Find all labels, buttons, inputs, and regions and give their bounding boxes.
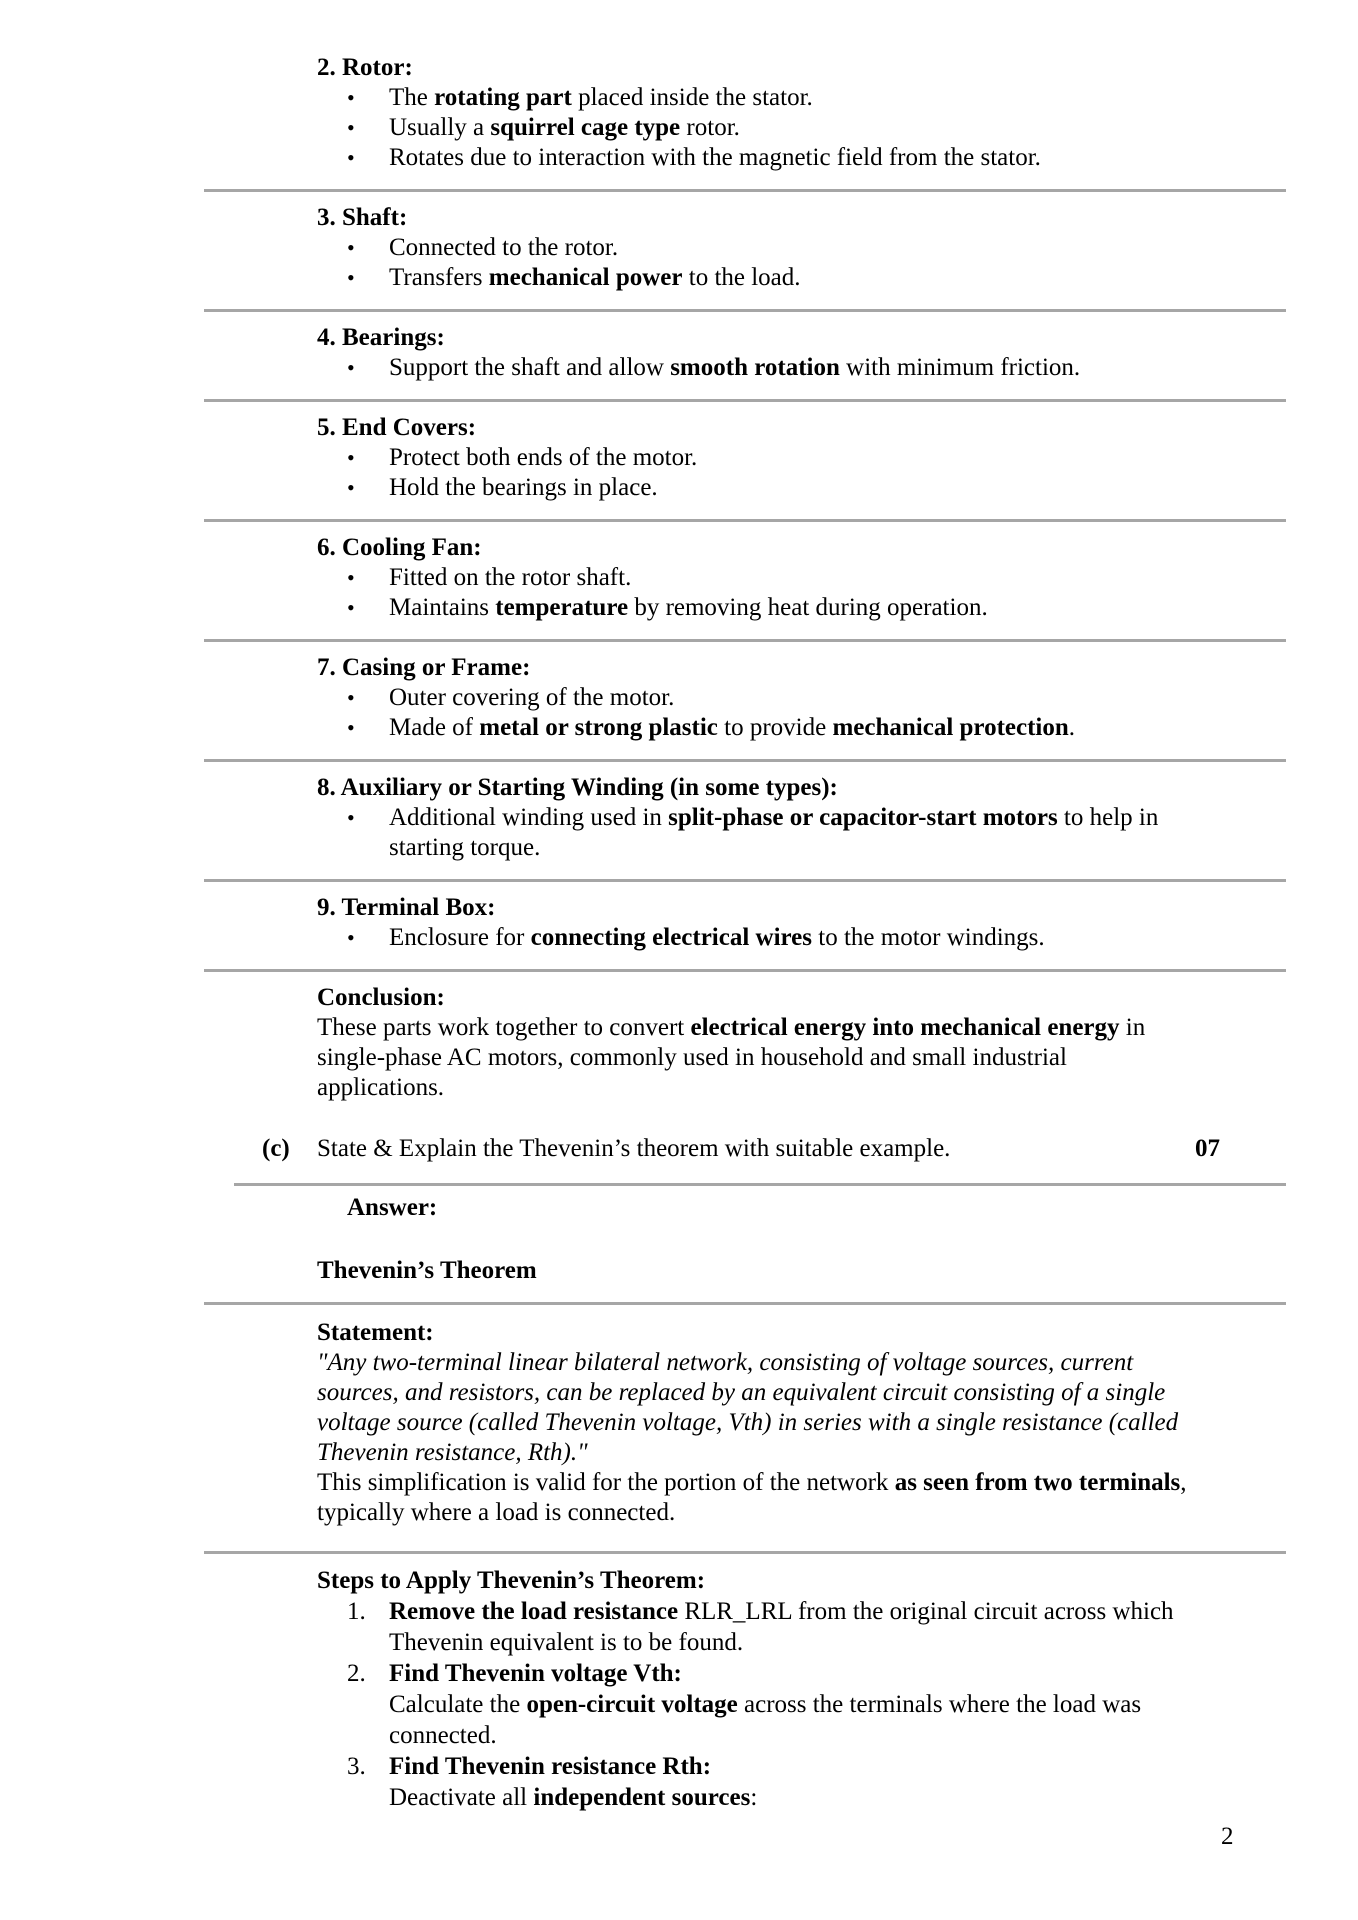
part-section xyxy=(317,323,1257,383)
text: , typically where a load is connected. xyxy=(317,1469,1187,1526)
divider xyxy=(204,1551,1286,1554)
bullet-item xyxy=(317,83,1257,113)
text: rotor. xyxy=(680,114,740,141)
text: Hold the bearings in place. xyxy=(389,474,658,501)
divider xyxy=(234,1183,1286,1186)
part-title: 2. Rotor: xyxy=(317,54,413,81)
text: Connected to the rotor. xyxy=(389,234,619,261)
part-section xyxy=(317,893,1257,953)
statement-note xyxy=(317,1468,1197,1528)
text: Enclosure for xyxy=(389,924,531,951)
bold-text: Remove the load resistance xyxy=(389,1598,679,1625)
divider xyxy=(204,309,1286,312)
page-number: 2 xyxy=(1221,1823,1234,1850)
text: Usually a xyxy=(389,114,491,141)
part-bullets xyxy=(317,443,1257,503)
bold-text: mechanical power xyxy=(488,264,683,291)
step-number: 1. xyxy=(347,1598,366,1625)
text: across the terminals where the load was connected. xyxy=(389,1691,1142,1749)
part-section xyxy=(317,533,1257,623)
bold-text: Find Thevenin resistance Rth: xyxy=(389,1753,712,1780)
text: . xyxy=(1068,714,1076,741)
bold-text: as seen from two terminals xyxy=(894,1469,1181,1496)
text: Outer covering of the motor. xyxy=(389,684,675,711)
part-bullets xyxy=(317,233,1257,293)
bullet-item xyxy=(317,803,1217,863)
question-marks: 07 xyxy=(1195,1135,1220,1162)
bold-text: smooth rotation xyxy=(670,354,840,381)
bullet-item xyxy=(317,683,1257,713)
text: Calculate the xyxy=(389,1691,527,1718)
text: These parts work together to convert xyxy=(317,1014,691,1041)
text: This simplification is valid for the portion of the network xyxy=(317,1469,895,1496)
step-item xyxy=(317,1596,1197,1658)
bold-text: temperature xyxy=(495,594,629,621)
text: Additional winding used in xyxy=(389,804,669,831)
divider xyxy=(204,879,1286,882)
text: to the motor windings. xyxy=(812,924,1045,951)
steps-list xyxy=(317,1596,1197,1813)
divider xyxy=(204,639,1286,642)
bold-text: independent sources xyxy=(533,1784,751,1811)
divider xyxy=(204,1302,1286,1305)
bullet-item xyxy=(317,713,1257,743)
part-bullets xyxy=(317,563,1257,623)
part-bullets xyxy=(317,683,1257,743)
bold-text: open-circuit voltage xyxy=(526,1691,738,1718)
part-bullets xyxy=(317,83,1257,173)
text: RLR_LRL from the original circuit across which Thevenin equivalent is to be found. xyxy=(389,1598,1174,1656)
bold-text: mechanical protection xyxy=(832,714,1069,741)
bold-text: connecting electrical wires xyxy=(530,924,813,951)
step-number: 2. xyxy=(347,1660,366,1687)
divider xyxy=(204,399,1286,402)
bullet-item xyxy=(317,923,1257,953)
text: Transfers xyxy=(389,264,489,291)
steps-section xyxy=(317,1566,1197,1813)
bullet-item xyxy=(317,233,1257,263)
statement-title: Statement: xyxy=(317,1319,434,1346)
steps-title: Steps to Apply Thevenin’s Theorem: xyxy=(317,1567,706,1594)
text: Rotates due to interaction with the magnetic field from the stator. xyxy=(389,144,1041,171)
text: Deactivate all xyxy=(389,1784,534,1811)
bullet-item xyxy=(317,113,1257,143)
part-section xyxy=(317,773,1217,863)
bold-text: split-phase or capacitor-start motors xyxy=(668,804,1058,831)
divider xyxy=(204,759,1286,762)
divider xyxy=(204,189,1286,192)
statement-section xyxy=(317,1318,1197,1528)
bold-text: electrical energy into mechanical energy xyxy=(690,1014,1120,1041)
text: to provide xyxy=(717,714,833,741)
text: by removing heat during operation. xyxy=(628,594,988,621)
part-bullets xyxy=(317,803,1217,863)
text: : xyxy=(750,1784,758,1811)
divider xyxy=(204,519,1286,522)
theorem-title: Thevenin’s Theorem xyxy=(317,1257,537,1284)
part-title: 3. Shaft: xyxy=(317,204,408,231)
part-title: 4. Bearings: xyxy=(317,324,445,351)
text: Support the shaft and allow xyxy=(389,354,671,381)
part-bullets xyxy=(317,923,1257,953)
text: Maintains xyxy=(389,594,496,621)
question-text: State & Explain the Thevenin’s theorem with suitable example. xyxy=(317,1135,951,1162)
text: in single-phase AC motors, commonly used in household and small industrial applications. xyxy=(317,1014,1146,1101)
conclusion-text xyxy=(317,1013,1197,1103)
text: to help in starting torque. xyxy=(389,804,1159,861)
text: Protect both ends of the motor. xyxy=(389,444,698,471)
statement-quote: "Any two-terminal linear bilateral network, consisting of voltage sources, current sources, and resistors, can be replaced by an equivalent circuit consisting of a single voltage source (called Thevenin voltage, Vth) in series with a single resistance (called Thevenin resistance, Rth)." xyxy=(317,1349,1179,1466)
part-title: 5. End Covers: xyxy=(317,414,477,441)
text: Fitted on the rotor shaft. xyxy=(389,564,632,591)
bullet-item xyxy=(317,263,1257,293)
part-section xyxy=(317,653,1257,743)
answer-label: Answer: xyxy=(347,1194,438,1221)
step-item xyxy=(317,1658,1197,1751)
bullet-item xyxy=(317,353,1257,383)
text: The xyxy=(389,84,435,111)
step-item xyxy=(317,1751,1197,1813)
text: with minimum friction. xyxy=(839,354,1081,381)
bullet-item xyxy=(317,143,1257,173)
part-title: 9. Terminal Box: xyxy=(317,894,496,921)
text: Made of xyxy=(389,714,480,741)
part-section xyxy=(317,203,1257,293)
part-section xyxy=(317,413,1257,503)
text: placed inside the stator. xyxy=(571,84,813,111)
part-title: 7. Casing or Frame: xyxy=(317,654,531,681)
part-section xyxy=(317,53,1257,173)
part-title: 8. Auxiliary or Starting Winding (in some types): xyxy=(317,774,838,801)
bullet-item xyxy=(317,443,1257,473)
text: to the load. xyxy=(682,264,801,291)
bold-text: metal or strong plastic xyxy=(479,714,718,741)
bullet-item xyxy=(317,593,1257,623)
bold-text: rotating part xyxy=(434,84,572,111)
step-number: 3. xyxy=(347,1753,366,1780)
bullet-item xyxy=(317,563,1257,593)
question-label: (c) xyxy=(262,1135,290,1162)
part-bullets xyxy=(317,353,1257,383)
conclusion-section xyxy=(317,983,1197,1103)
bold-text: Find Thevenin voltage Vth: xyxy=(389,1660,682,1687)
part-title: 6. Cooling Fan: xyxy=(317,534,482,561)
divider xyxy=(204,969,1286,972)
bold-text: squirrel cage type xyxy=(490,114,681,141)
bullet-item xyxy=(317,473,1257,503)
conclusion-title: Conclusion: xyxy=(317,984,445,1011)
